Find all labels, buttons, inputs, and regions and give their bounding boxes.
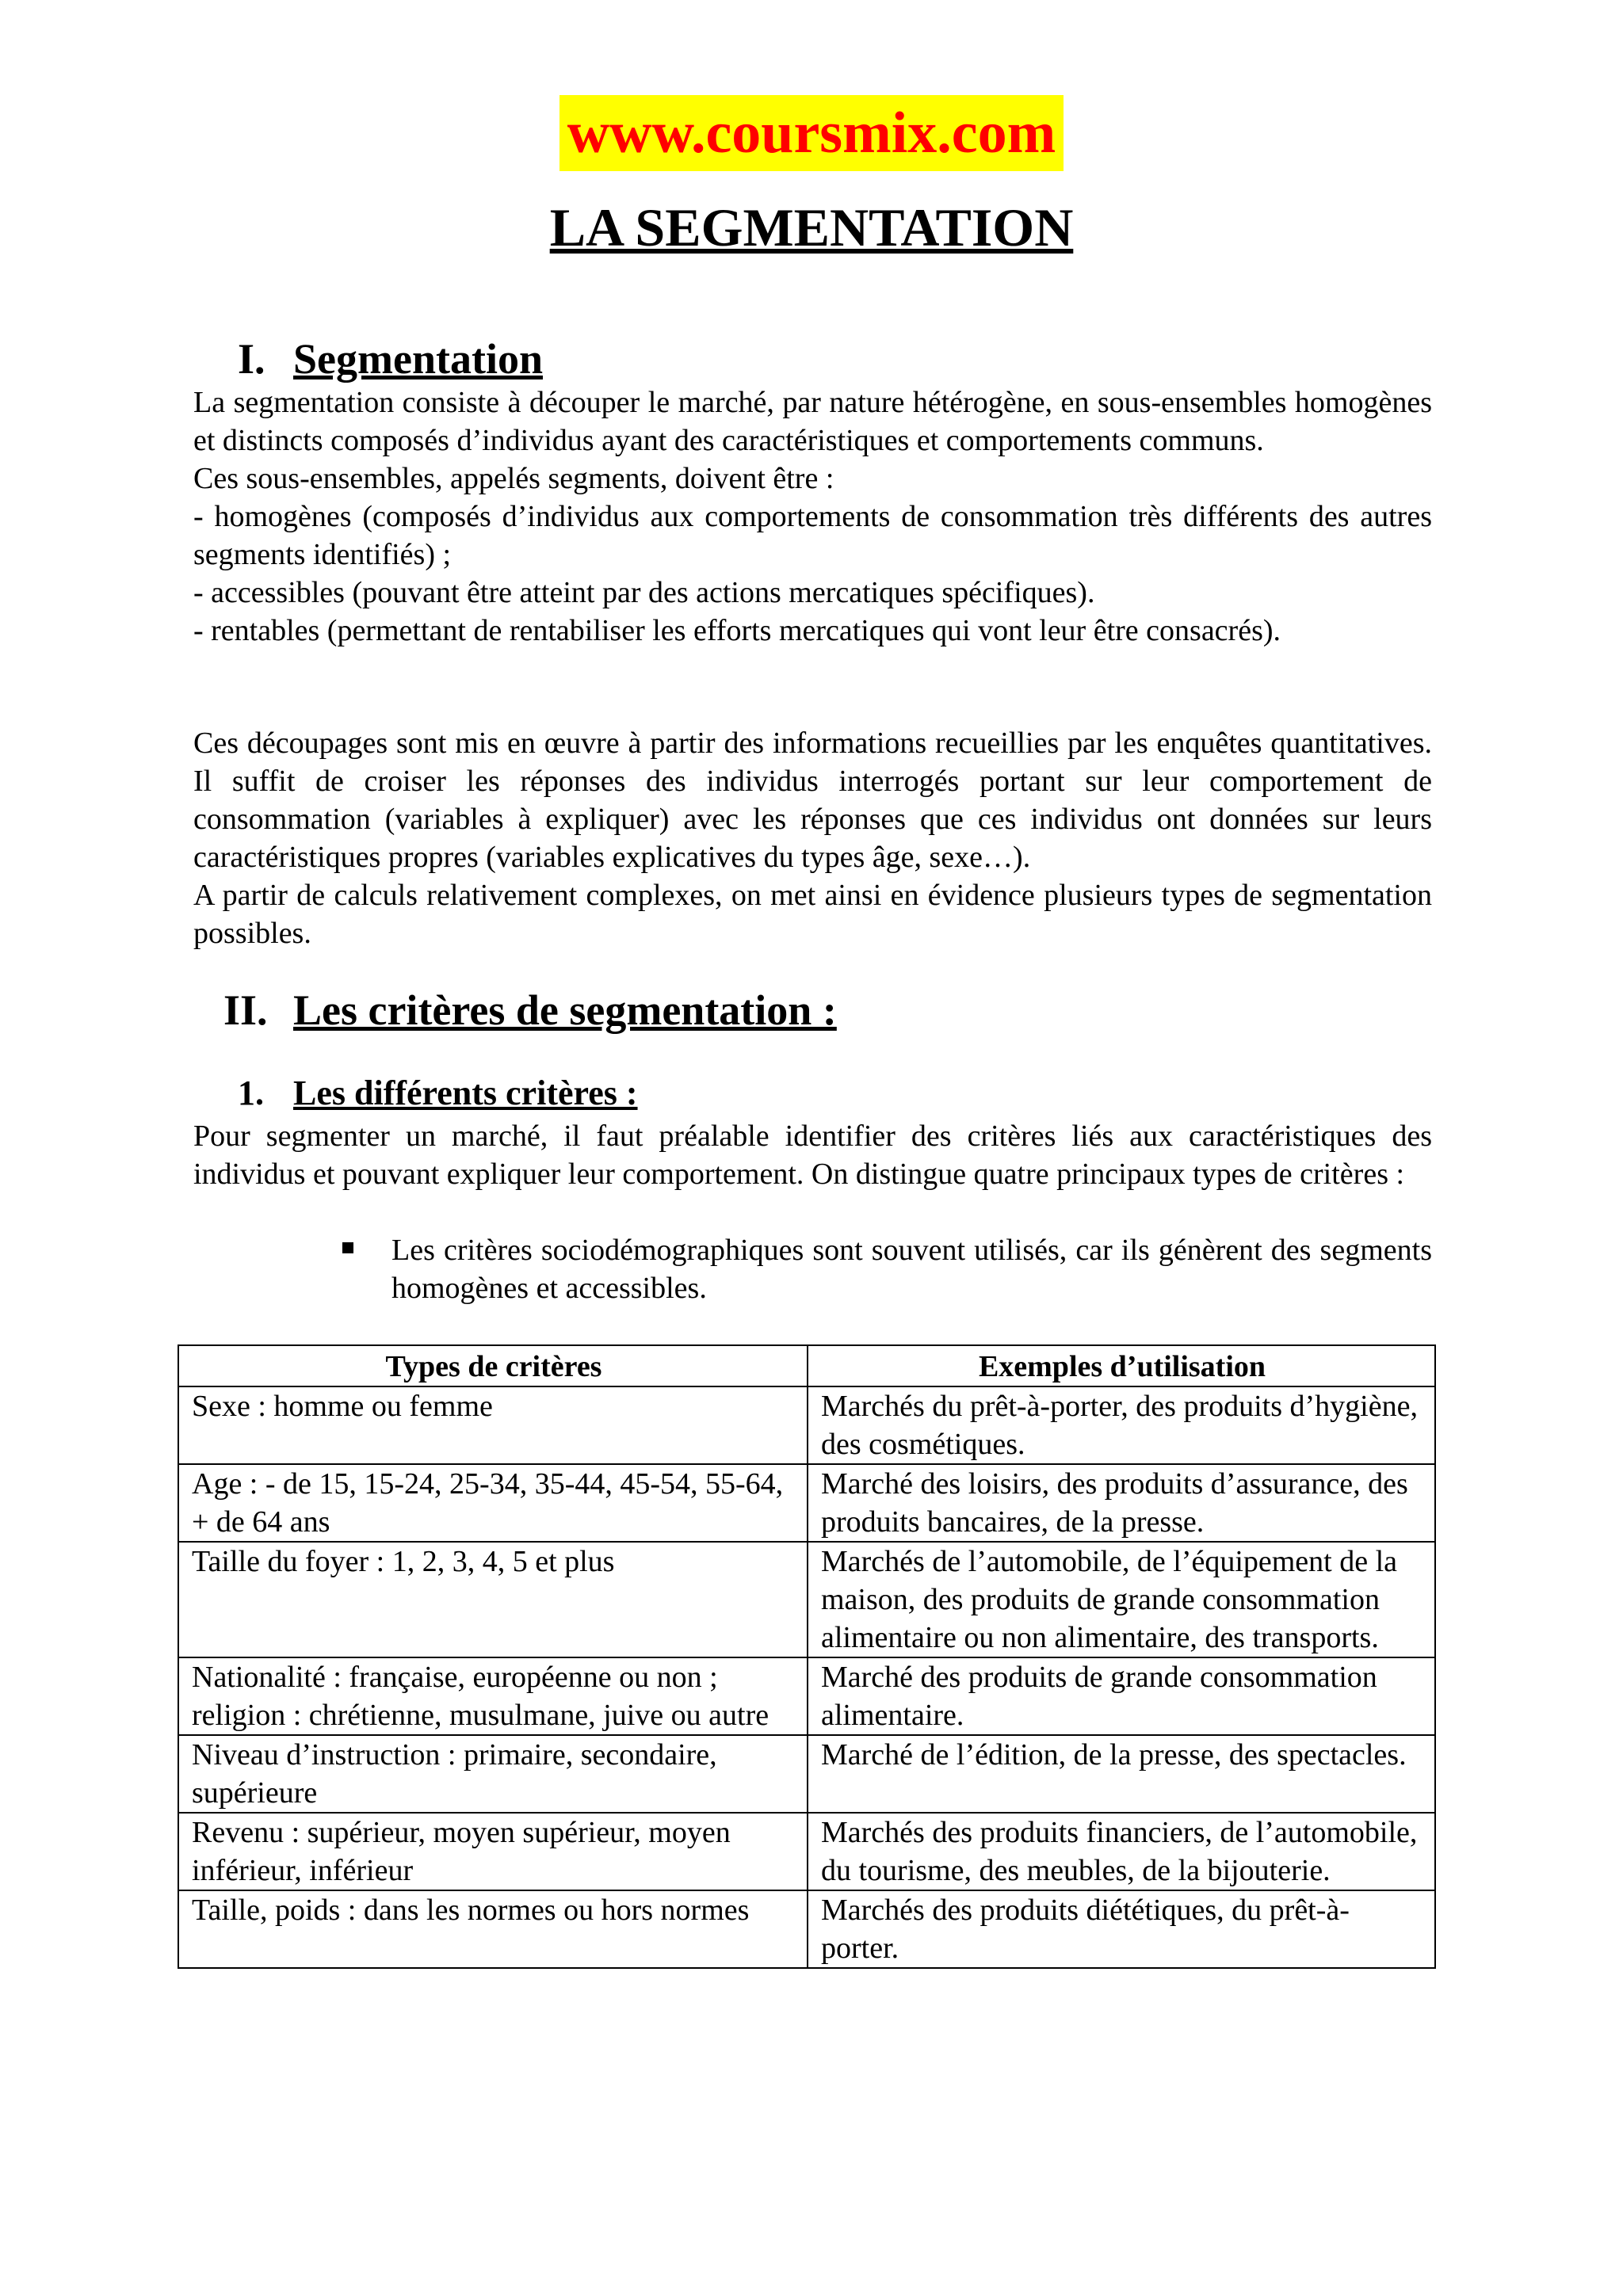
section-1-number: I. bbox=[238, 335, 265, 383]
subsection-1-heading bbox=[238, 1070, 638, 1117]
table-cell: Nationalité : française, européenne ou non ; religion : chrétienne, musulmane, juive ou autre bbox=[178, 1657, 808, 1735]
subsection-1-number: 1. bbox=[238, 1074, 264, 1112]
list-item: - homogènes (composés d’individus aux comportements de consommation très différents des autres segments identifiés) ; bbox=[193, 500, 1432, 571]
section-2-title: Les critères de segmentation : bbox=[293, 986, 837, 1034]
table-row bbox=[178, 1542, 1435, 1657]
subsection-1-title: Les différents critères : bbox=[293, 1074, 638, 1112]
square-bullet-icon bbox=[342, 1242, 353, 1253]
paragraph: Ces découpages sont mis en œuvre à partir des informations recueillies par les enquêtes quantitatives. Il suffit de croiser les réponses des individus interrogés portant sur leur comportement de consommation (variables à expliquer) avec les réponses que ces individus ont données sur leurs caractéristiques propres (variables explicatives du types âge, sexe…). bbox=[193, 727, 1432, 874]
section-1-title: Segmentation bbox=[293, 335, 543, 383]
table-cell: Marchés de l’automobile, de l’équipement de la maison, des produits de grande consommation alimentaire ou non alimentaire, des transports. bbox=[808, 1542, 1435, 1657]
bullet-text: Les critères sociodémographiques sont souvent utilisés, car ils génèrent des segments homogènes et accessibles. bbox=[391, 1234, 1432, 1305]
table-row bbox=[178, 1890, 1435, 1968]
table-cell: Age : - de 15, 15-24, 25-34, 35-44, 45-54, 55-64, + de 64 ans bbox=[178, 1464, 808, 1542]
site-header bbox=[0, 95, 1623, 171]
table-cell: Marchés des produits financiers, de l’automobile, du tourisme, des meubles, de la bijouterie. bbox=[808, 1813, 1435, 1890]
section-1-body-2 bbox=[193, 724, 1432, 952]
table-cell: Marché des produits de grande consommation alimentaire. bbox=[808, 1657, 1435, 1735]
table-cell: Niveau d’instruction : primaire, secondaire, supérieure bbox=[178, 1735, 808, 1813]
table-row bbox=[178, 1464, 1435, 1542]
table-cell: Marchés des produits diététiques, du prêt-à-porter. bbox=[808, 1890, 1435, 1968]
table-cell: Taille, poids : dans les normes ou hors normes bbox=[178, 1890, 808, 1968]
table-cell: Revenu : supérieur, moyen supérieur, moyen inférieur, inférieur bbox=[178, 1813, 808, 1890]
section-2-number: II. bbox=[223, 986, 268, 1034]
table-row bbox=[178, 1735, 1435, 1813]
table-cell: Sexe : homme ou femme bbox=[178, 1386, 808, 1464]
paragraph: A partir de calculs relativement complexes, on met ainsi en évidence plusieurs types de segmentation possibles. bbox=[193, 879, 1432, 950]
list-item: - accessibles (pouvant être atteint par des actions mercatiques spécifiques). bbox=[193, 576, 1095, 609]
paragraph: Ces sous-ensembles, appelés segments, doivent être : bbox=[193, 462, 834, 495]
paragraph: Pour segmenter un marché, il faut préalable identifier des critères liés aux caractéristiques des individus et pouvant expliquer leur comportement. On distingue quatre principaux types de critères : bbox=[193, 1119, 1432, 1191]
table-cell: Marchés du prêt-à-porter, des produits d’hygiène, des cosmétiques. bbox=[808, 1386, 1435, 1464]
table-cell: Taille du foyer : 1, 2, 3, 4, 5 et plus bbox=[178, 1542, 808, 1657]
section-1-heading bbox=[238, 331, 543, 387]
table-row bbox=[178, 1657, 1435, 1735]
subsection-1-intro bbox=[193, 1117, 1432, 1193]
table-cell: Marché de l’édition, de la presse, des spectacles. bbox=[808, 1735, 1435, 1813]
column-header: Exemples d’utilisation bbox=[808, 1345, 1435, 1386]
table-cell: Marché des loisirs, des produits d’assurance, des produits bancaires, de la presse. bbox=[808, 1464, 1435, 1542]
document-title: LA SEGMENTATION bbox=[549, 197, 1074, 257]
criteria-table bbox=[178, 1344, 1436, 1969]
section-1-body bbox=[193, 383, 1432, 650]
section-2-heading bbox=[223, 982, 837, 1038]
table-row bbox=[178, 1386, 1435, 1464]
paragraph: La segmentation consiste à découper le marché, par nature hétérogène, en sous-ensembles homogènes et distincts composés d’individus ayant des caractéristiques et comportements communs. bbox=[193, 386, 1432, 457]
list-item: - rentables (permettant de rentabiliser les efforts mercatiques qui vont leur être consacrés). bbox=[193, 614, 1281, 647]
site-link[interactable]: www.coursmix.com bbox=[559, 95, 1064, 171]
table-row bbox=[178, 1813, 1435, 1890]
table-header-row bbox=[178, 1345, 1435, 1386]
column-header: Types de critères bbox=[178, 1345, 808, 1386]
